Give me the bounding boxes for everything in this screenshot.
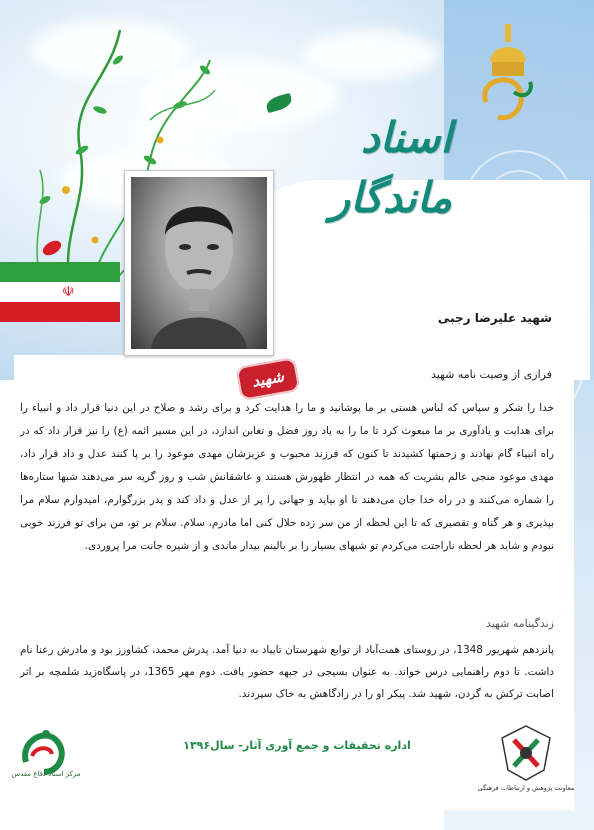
shrine-dome-icon (478, 22, 538, 132)
will-heading: فرازی از وصیت نامه شهید (430, 368, 552, 381)
martyr-name: شهید علیرضا رجبی (437, 311, 552, 325)
martyr-photo (131, 177, 267, 349)
biography-text: پانزدهم شهریور 1348، در روستای همت‌آباد از توابع شهرستان تایباد به دنیا آمد. پدرش محمد، کشاورز بود و مادرش رعنا نام داشت. تا دوم راهنمایی درس خواند. به عنوان بسیجی در جبهه حضور یافت. دوم مهر 1365، در پاسگاه‌زید شلمچه بر اثر اصابت ترکش به گردن، شهید شد. پیکر او را در زادگاهش به خاک سپردند. (20, 644, 554, 700)
shahid-stamp: شهید (236, 357, 301, 401)
page-title: اسناد ماندگار (329, 113, 452, 222)
footer-office-text: اداره تحقیقات و جمع آوری آثار- سال۱۳۹۶ (183, 739, 411, 752)
biography-heading: زندگینامه شهید (485, 617, 554, 630)
left-logo-caption: مرکز اسناد دفاع مقدس (11, 770, 81, 778)
iran-flag (0, 262, 120, 322)
right-logo-caption: معاونت پژوهش و ارتباطات فرهنگی (477, 784, 575, 792)
martyr-photo-frame (124, 170, 274, 356)
will-text: خدا را شکر و سپاس که لباس هستی بر ما پوشانید و ما را هدایت کرد و برای رشد و صلاح در این دنیا قرار داد و انبیاء را برای هدایت و یادآوری بر ما مبعوث کرد تا ما را به یاد روز فضل و تغابن اندازد، در این مسیر ائمه (ع) را نیز قرار داد که در راه انبیاء گام نهادند و زحمتها کشیدند تا کنون که فرزند محبوب و عزیزشان مهدی موعود را بر پا کنند عدل و داد قرار داد، مهدی موعود منجی عالم بشریت که همه در انتظار ظهورش هستند و عاشقانش شب و روز گریه سر می‌دهند شبها ستاره‌ها را شماره می‌کنند و در راه خدا جان می‌دهند تا او بیاید و جهانی را پر از عدل و داد کند و پدر بزرگوارم، امیدوارم سلام مرا بپذیری و هر گناه و تقصیری که تا این لحظه از من سر زده حلال کنی اما مادرم، سلام. سلام بر تو، من برای تو فرزند خوبی نبودم و شاید هر لحظه ناراحتت می‌کردم تو شبهای بسیار را بر بالینم بیدار ماندی و از شیره جانت مرا پروردی. (20, 402, 554, 552)
basij-emblem-logo (494, 722, 558, 782)
flag-emblem-icon: ☫ (62, 284, 75, 300)
defense-documents-logo (16, 722, 76, 788)
